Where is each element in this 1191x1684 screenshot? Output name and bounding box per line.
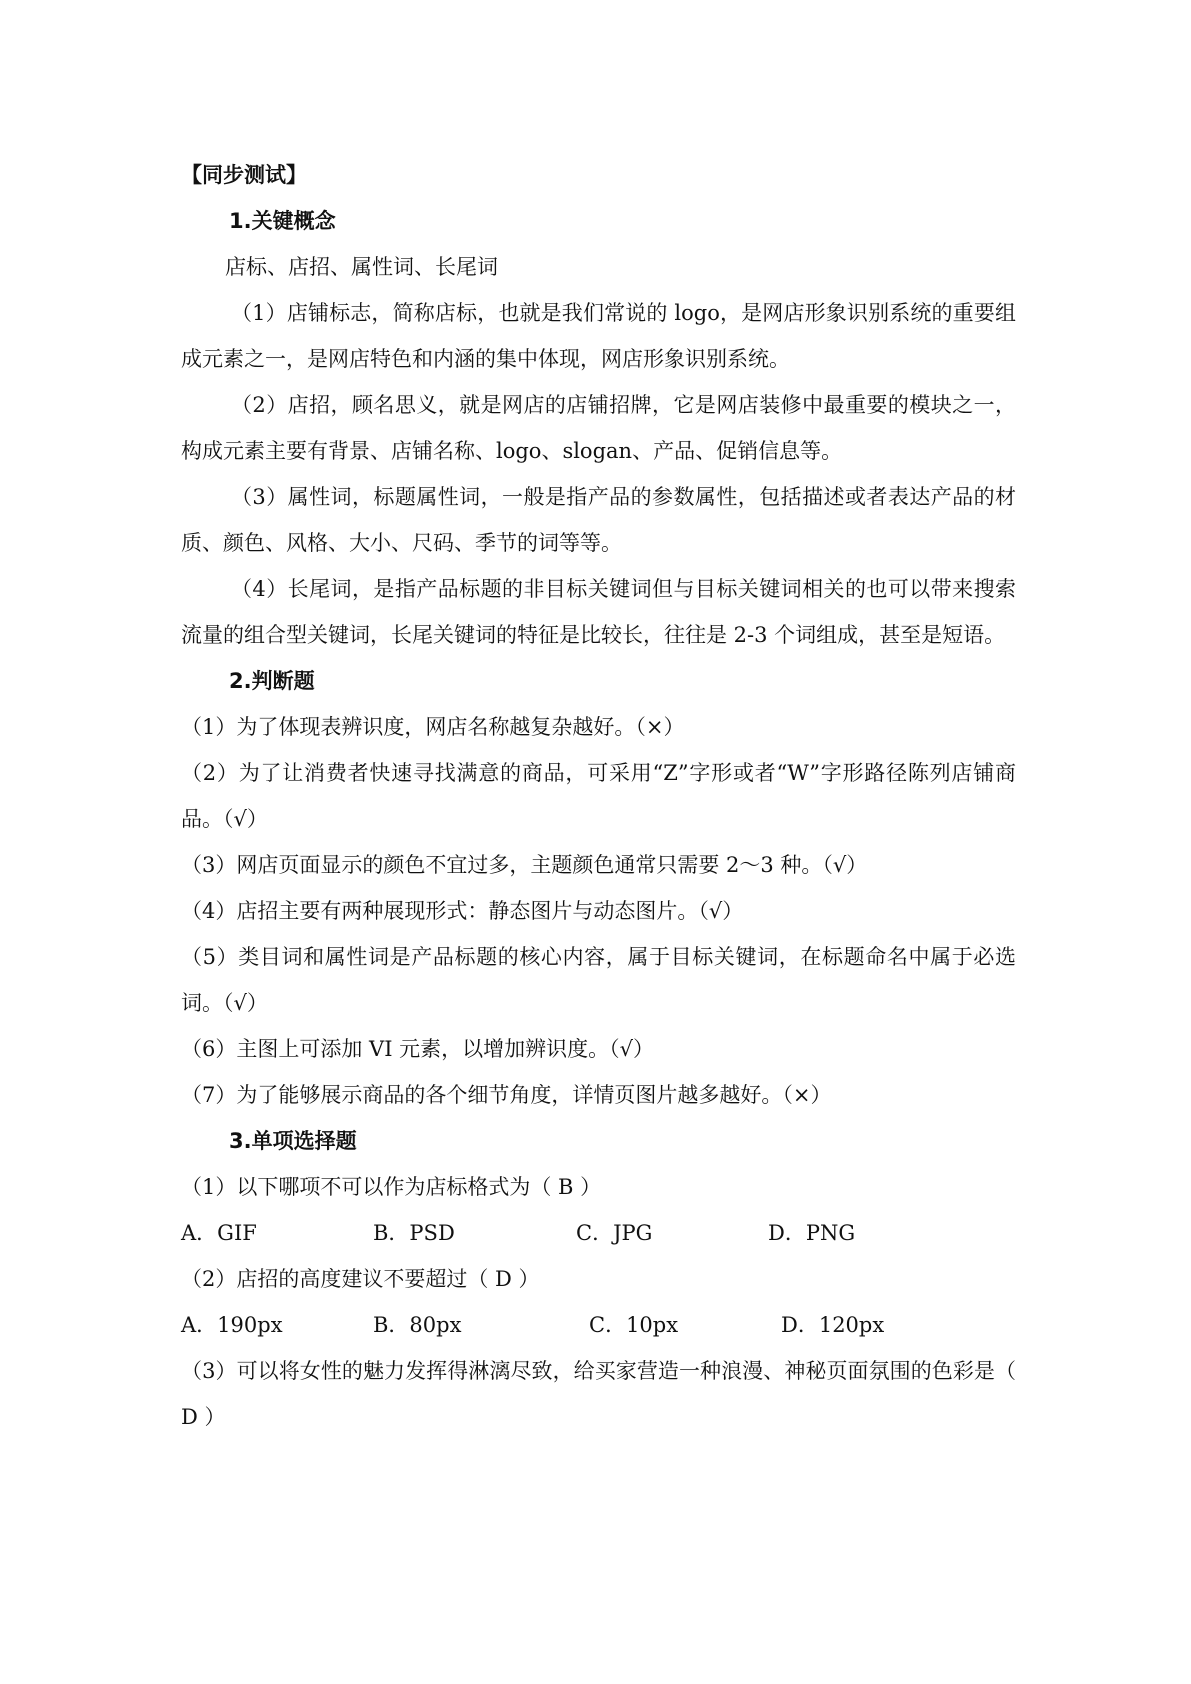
part2-item-2: （2）为了让消费者快速寻找满意的商品，可采用“Z”字形或者“W”字形路径陈列店铺商品。（√） [181, 761, 1016, 831]
option-d: D．PNG [768, 1221, 856, 1245]
option-c: C．JPG [576, 1221, 653, 1245]
part2-item-6: （6）主图上可添加 VI 元素，以增加辨识度。（√） [181, 1037, 655, 1061]
question-1-options [181, 1210, 1016, 1256]
part2-item-5: （5）类目词和属性词是产品标题的核心内容，属于目标关键词，在标题命名中属于必选词。（√） [181, 945, 1016, 1015]
question-2-stem: （2）店招的高度建议不要超过（ D ） [181, 1267, 540, 1291]
part1-item-2: （2）店招，顾名思义，就是网店的店铺招牌，它是网店装修中最重要的模块之一，构成元素主要有背景、店铺名称、logo、slogan、产品、促销信息等。 [181, 393, 1016, 463]
part2-item-1: （1）为了体现表辨识度，网店名称越复杂越好。（×） [181, 715, 685, 739]
option-d: D．120px [781, 1313, 885, 1337]
part2-item-3: （3）网店页面显示的颜色不宜过多，主题颜色通常只需要 2～3 种。（√） [181, 853, 868, 877]
part1-item-3: （3）属性词，标题属性词，一般是指产品的参数属性，包括描述或者表达产品的材质、颜色、风格、大小、尺码、季节的词等等。 [181, 485, 1016, 555]
section-title: 【同步测试】 [181, 163, 307, 187]
question-2-options [181, 1302, 1016, 1348]
part3-heading: 3.单项选择题 [229, 1129, 357, 1153]
part1-item-4: （4）长尾词，是指产品标题的非目标关键词但与目标关键词相关的也可以带来搜索流量的组合型关键词，长尾关键词的特征是比较长，往往是 2-3 个词组成，甚至是短语。 [181, 577, 1016, 647]
part1-heading: 1.关键概念 [229, 209, 336, 233]
part1-item-1: （1）店铺标志，简称店标，也就是我们常说的 logo，是网店形象识别系统的重要组成元素之一，是网店特色和内涵的集中体现，网店形象识别系统。 [181, 301, 1016, 371]
question-1-stem: （1）以下哪项不可以作为店标格式为（ B ） [181, 1175, 602, 1199]
part2-heading: 2.判断题 [229, 669, 315, 693]
option-a: A．190px [181, 1313, 283, 1337]
part1-terms: 店标、店招、属性词、长尾词 [225, 255, 498, 279]
option-b: B．PSD [373, 1221, 455, 1245]
document-body [181, 152, 1016, 1440]
option-a: A．GIF [181, 1221, 257, 1245]
option-b: B．80px [373, 1313, 462, 1337]
option-c: C．10px [589, 1313, 679, 1337]
part2-item-7: （7）为了能够展示商品的各个细节角度，详情页图片越多越好。（×） [181, 1083, 832, 1107]
question-3-stem: （3）可以将女性的魅力发挥得淋漓尽致，给买家营造一种浪漫、神秘页面氛围的色彩是（ D ） [181, 1359, 1016, 1429]
part2-item-4: （4）店招主要有两种展现形式：静态图片与动态图片。（√） [181, 899, 744, 923]
